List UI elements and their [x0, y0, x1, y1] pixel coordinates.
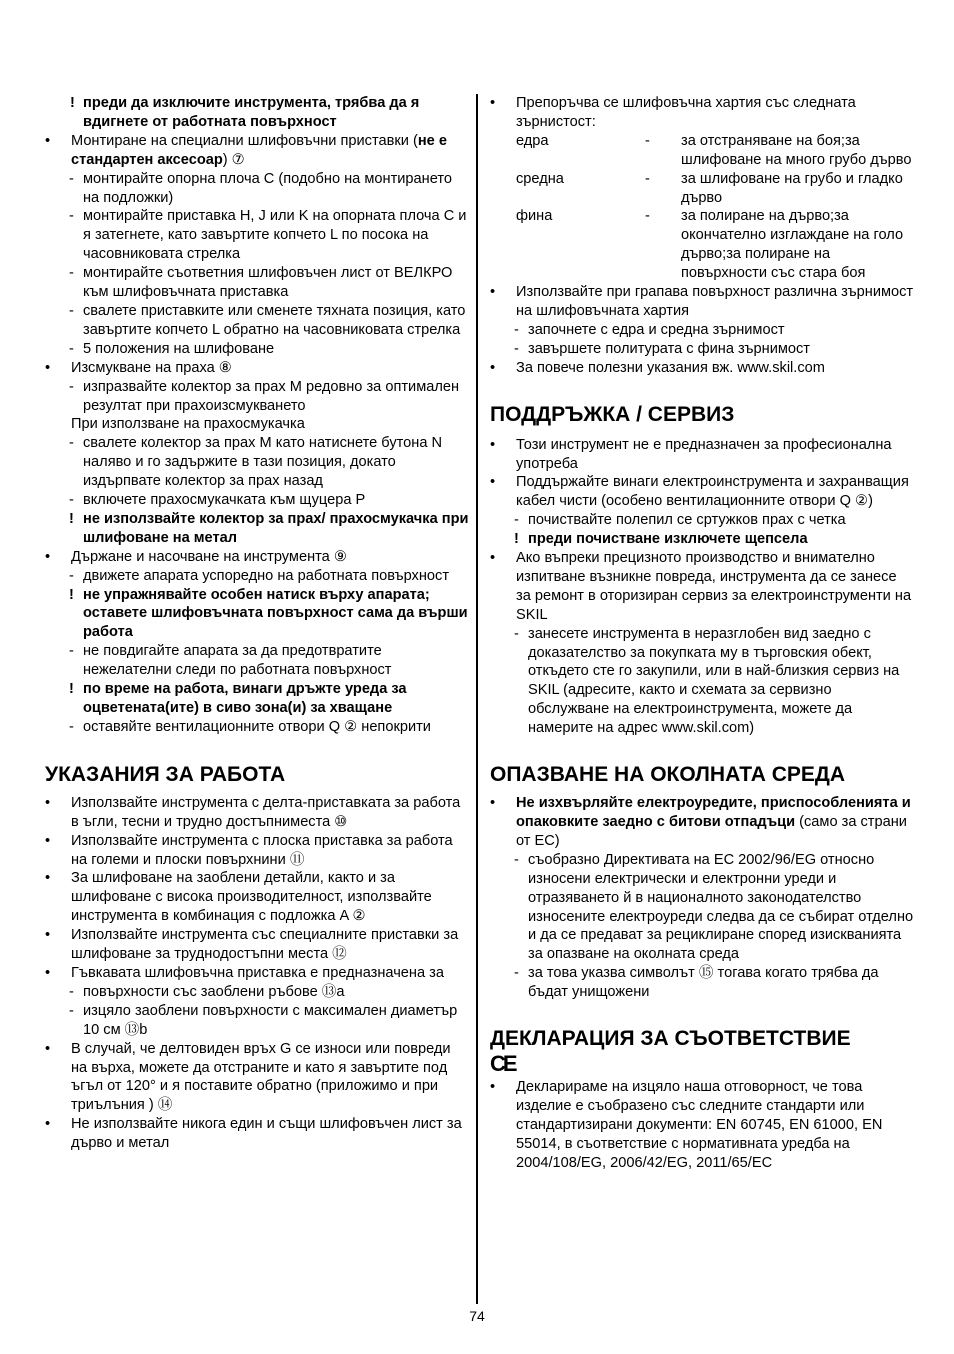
bullet-mark: •	[45, 832, 51, 849]
sub-item-text: завършете политурата с фина зърнимост	[528, 340, 810, 357]
dash-mark: -	[514, 340, 519, 357]
warning-note	[45, 586, 470, 643]
warning-text: преди да изключите инструмента, трябва да я вдигнете от работната повърхност	[83, 95, 420, 130]
sub-item	[45, 642, 470, 680]
warning-text: по време на работа, винаги дръжте уреда за оцветената(ите) в сиво зона(и) за хващане	[83, 681, 407, 716]
item-text-end: ) ⑦	[222, 151, 245, 168]
item-text: За повече полезни указания вж. www.skil.com	[516, 359, 825, 376]
sub-item	[45, 264, 470, 302]
sub-item	[45, 491, 470, 510]
right-column	[490, 94, 915, 1173]
sub-item-text: движете апарата успоредно на работната повърхност	[83, 567, 450, 584]
list-item	[45, 832, 470, 870]
sub-item-text: започнете с едра и средна зърнимост	[528, 321, 785, 338]
warning-text: не използвайте колектор за прах/ прахосмукачка при шлифоване на метал	[83, 510, 469, 546]
sub-item-text: монтирайте съответния шлифовъчен лист от ВЕЛКРО към шлифовъчната приставка	[83, 265, 453, 301]
grit-row	[490, 132, 915, 170]
item-text: В случай, че делтовиден връх G се износи или повреди на върха, можете да отстраните и като я завъртите под ъгъл от 120° и я поставите обратно (приложимо и при триълъния ) ⑭	[71, 1040, 451, 1114]
sub-item	[45, 983, 470, 1002]
warning-note	[45, 94, 470, 132]
bullet-mark: •	[490, 359, 496, 376]
sub-item-text: свалете колектор за прах M като натиснете бутона N наляво и го задържите в тази позиция, докато издърпвате колектор за прах назад	[83, 435, 443, 490]
list-item	[45, 548, 470, 567]
sub-item	[45, 170, 470, 208]
warning-text: не упражнявайте особен натиск върху апарата; оставете шлифовъчната повърхност сама да върши работа	[83, 586, 468, 641]
warning-mark: !	[514, 531, 519, 548]
sub-item-text: монтирайте приставка H, J или K на опорната плоча C и я затегнете, като завъртите копчето L по посока на часовниковата стрелка	[83, 208, 467, 263]
item-text: Използвайте инструмента със специалните приставки за шлифоване за труднодостъпни места ⑫	[71, 927, 459, 963]
item-text: Държане и насочване на инструмента ⑨	[71, 548, 347, 565]
sub-item-text: оставяйте вентилационните отвори Q ② непокрити	[83, 718, 431, 735]
list-item	[490, 1078, 915, 1173]
dash-mark: -	[69, 567, 74, 584]
item-text: Използвайте инструмента с плоска приставка за работа на големи и плоски повърхнини ⑪	[71, 832, 453, 868]
grit-description: за шлифоване на грубо и гладко дърво	[681, 170, 903, 206]
warning-mark: !	[69, 681, 74, 698]
sub-item	[45, 207, 470, 264]
item-text: Препоръчва се шлифовъчна хартия със следната зърнистост:	[516, 95, 856, 130]
warning-note	[45, 680, 470, 718]
grit-row	[490, 170, 915, 208]
bullet-mark: •	[45, 1116, 51, 1133]
list-item	[490, 549, 915, 625]
sub-item	[45, 340, 470, 359]
item-text: Декларираме на изцяло наша отговорност, че това изделие е съобразено със следните стандарти или стандартизирани документи: EN 60745, EN 61000, EN 55014, в съответствие с нормативната уредба на 2004/108/EG, 2006/42/EG, 2011/65/EC	[516, 1079, 883, 1171]
dash-mark: -	[514, 512, 519, 529]
sub-item-text: изпразвайте колектор за прах M редовно за оптимален резултат при прахоизсмукването	[83, 378, 460, 414]
warning-note	[490, 530, 915, 549]
list-item	[490, 436, 915, 474]
list-item	[45, 794, 470, 832]
bullet-mark: •	[45, 132, 51, 149]
sub-item	[490, 851, 915, 964]
sub-item-text: повърхности със заоблени ръбове ⑬a	[83, 983, 345, 1000]
warning-mark: !	[70, 95, 75, 111]
bullet-mark: •	[45, 794, 51, 811]
dash-mark: -	[69, 208, 74, 225]
bullet-mark: •	[45, 548, 51, 565]
sub-item-text: включете прахосмукачката към щуцера P	[83, 492, 366, 509]
dash-mark: -	[514, 851, 519, 868]
list-item	[45, 964, 470, 983]
list-item	[490, 94, 915, 132]
dash-mark: -	[645, 170, 650, 187]
sub-item	[490, 340, 915, 359]
dash-mark: -	[69, 340, 74, 357]
item-bold: Не изхвърляйте електроуредите, приспособленията и опаковките заедно с битови отпадъци	[516, 795, 911, 830]
sub-item-text: 5 положения на шлифоване	[83, 340, 275, 357]
list-item	[490, 473, 915, 511]
list-item	[45, 1115, 470, 1153]
sub-item	[45, 378, 470, 416]
list-item	[45, 926, 470, 964]
dash-mark: -	[69, 718, 74, 735]
sub-item	[45, 302, 470, 340]
list-item	[45, 359, 470, 378]
dash-mark: -	[69, 378, 74, 395]
bullet-mark: •	[45, 964, 51, 981]
item-text: Поддържайте винаги електроинструмента и захранващия кабел чисти (особено вентилационните отвори Q ②)	[516, 474, 909, 510]
dash-mark: -	[514, 965, 519, 982]
sub-item	[45, 434, 470, 491]
sub-item	[45, 718, 470, 737]
grit-description: за полиране на дърво;за окончателно изглаждане на голо дърво;за полиране на повърхности със стара боя	[681, 208, 904, 282]
dash-mark: -	[69, 302, 74, 319]
bullet-mark: •	[45, 359, 51, 376]
item-text: Монтиране на специални шлифовъчни приставки (	[71, 132, 418, 149]
bullet-mark: •	[45, 1040, 51, 1057]
dash-mark: -	[69, 1002, 74, 1019]
bullet-mark: •	[490, 474, 496, 491]
warning-mark: !	[69, 510, 74, 527]
grit-name: фина	[516, 208, 553, 225]
item-text: Не използвайте никога един и същи шлифовъчен лист за дърво и метал	[71, 1116, 462, 1152]
warning-text: преди почистване изключете щепсела	[528, 531, 808, 548]
item-text: За шлифоване на заоблени детайли, както и за шлифоване с висока производителност, използвайте инструмента в комбинация с подложка A ②	[71, 870, 432, 925]
list-item	[490, 794, 915, 851]
sub-item-text: свалете приставките или сменете тяхната позиция, като завъртите копчето L обратно на часовниковата стрелка	[83, 302, 466, 338]
item-text-end: (само за страни от ЕС)	[516, 814, 907, 849]
sub-item	[490, 321, 915, 340]
sub-item-text: монтирайте опорна плоча C (подобно на монтирането на подложки)	[83, 170, 452, 206]
sub-item	[490, 625, 915, 738]
grit-description: за отстраняване на боя;за шлифоване на много грубо дърво	[681, 132, 912, 168]
grit-name: средна	[516, 170, 564, 187]
dash-mark: -	[514, 625, 519, 642]
sub-item	[45, 1002, 470, 1040]
list-item	[45, 132, 470, 170]
list-item	[45, 1040, 470, 1116]
bullet-mark: •	[490, 436, 496, 453]
ce-mark-icon: CE	[490, 1051, 515, 1077]
bullet-mark: •	[490, 550, 496, 567]
sub-item-text: не повдигайте апарата за да предотвратите нежелателни следи по работната повърхност	[83, 643, 392, 679]
plain-line: При използване на прахосмукачка	[71, 416, 305, 433]
dash-mark: -	[514, 321, 519, 338]
dash-mark: -	[69, 170, 74, 187]
section-heading-declaration: ДЕКЛАРАЦИЯ ЗА СЪОТВЕТСТВИЕ	[490, 1027, 851, 1051]
bullet-mark: •	[490, 95, 496, 111]
section-heading-usage: УКАЗАНИЯ ЗА РАБОТА	[45, 762, 286, 786]
warning-mark: !	[69, 586, 74, 603]
bullet-mark: •	[490, 284, 496, 301]
grit-name: едра	[516, 132, 549, 149]
bullet-mark: •	[490, 795, 496, 812]
sub-item	[45, 567, 470, 586]
dash-mark: -	[69, 492, 74, 509]
sub-item-text: изцяло заоблени повърхности с максимален диаметър 10 см ⑬b	[83, 1002, 458, 1038]
item-bold: не е стандартен аксесоар	[71, 132, 447, 168]
bullet-mark: •	[45, 870, 51, 887]
dash-mark: -	[69, 983, 74, 1000]
dash-mark: -	[69, 265, 74, 282]
warning-note	[45, 510, 470, 548]
bullet-mark: •	[490, 1079, 496, 1096]
dash-mark: -	[69, 643, 74, 660]
sub-item	[490, 511, 915, 530]
sub-item-text: занесете инструмента в неразглобен вид заедно с доказателство за покупката му в търговския обект, откъдето сте го закупили, или в най-близкия сервиз на SKIL (адресите, както и схемата за сервизно обслужване на електроинструмента, можете да намерите на адрес www.skil.com)	[528, 625, 900, 737]
sub-item-text: съобразно Директивата на ЕС 2002/96/EG относно износени електрически и електронни уреди и отразяването й в националното законодателство износените електроуреди следва да се събират отделно и да се предават за рециклиране според изискванията за опазване на околната среда	[528, 851, 914, 963]
bullet-mark: •	[45, 927, 51, 944]
list-item	[490, 359, 915, 378]
grit-row	[490, 207, 915, 283]
item-text: Гъвкавата шлифовъчна приставка е предназначена за	[71, 964, 444, 981]
left-column	[45, 94, 470, 1153]
dash-mark: -	[69, 435, 74, 452]
dash-mark: -	[645, 132, 650, 149]
list-item	[45, 869, 470, 926]
sub-item	[490, 964, 915, 1002]
sub-item-text: почиствайте полепил се сртужков прах с четка	[528, 512, 846, 529]
item-text: Използвайте инструмента с делта-приставката за работа в ъгли, тесни и трудно достъпниместа ⑩	[71, 794, 461, 830]
list-item	[490, 283, 915, 321]
item-text: Изсмукване на праха ⑧	[71, 359, 232, 376]
column-divider	[476, 94, 478, 1304]
dash-mark: -	[645, 208, 650, 225]
item-text: Използвайте при грапава повърхност различна зърнимост на шлифовъчната хартия	[516, 284, 914, 319]
item-text: Ако въпреки прецизното производство и внимателно изпитване възникне повреда, инструмента да се занесе за ремонт в оторизиран сервиз за електроинструменти на SKIL	[516, 550, 912, 623]
page-number: 74	[469, 1308, 485, 1324]
item-text: Този инструмент не е предназначен за професионална употреба	[516, 436, 892, 472]
section-heading-maintenance: ПОДДРЪЖКА / СЕРВИЗ	[490, 402, 735, 426]
section-heading-environment: ОПАЗВАНЕ НА ОКОЛНАТА СРЕДА	[490, 763, 846, 787]
sub-item-text: за това указва символът ⑮ тогава когато трябва да бъдат унищожени	[528, 965, 879, 1001]
